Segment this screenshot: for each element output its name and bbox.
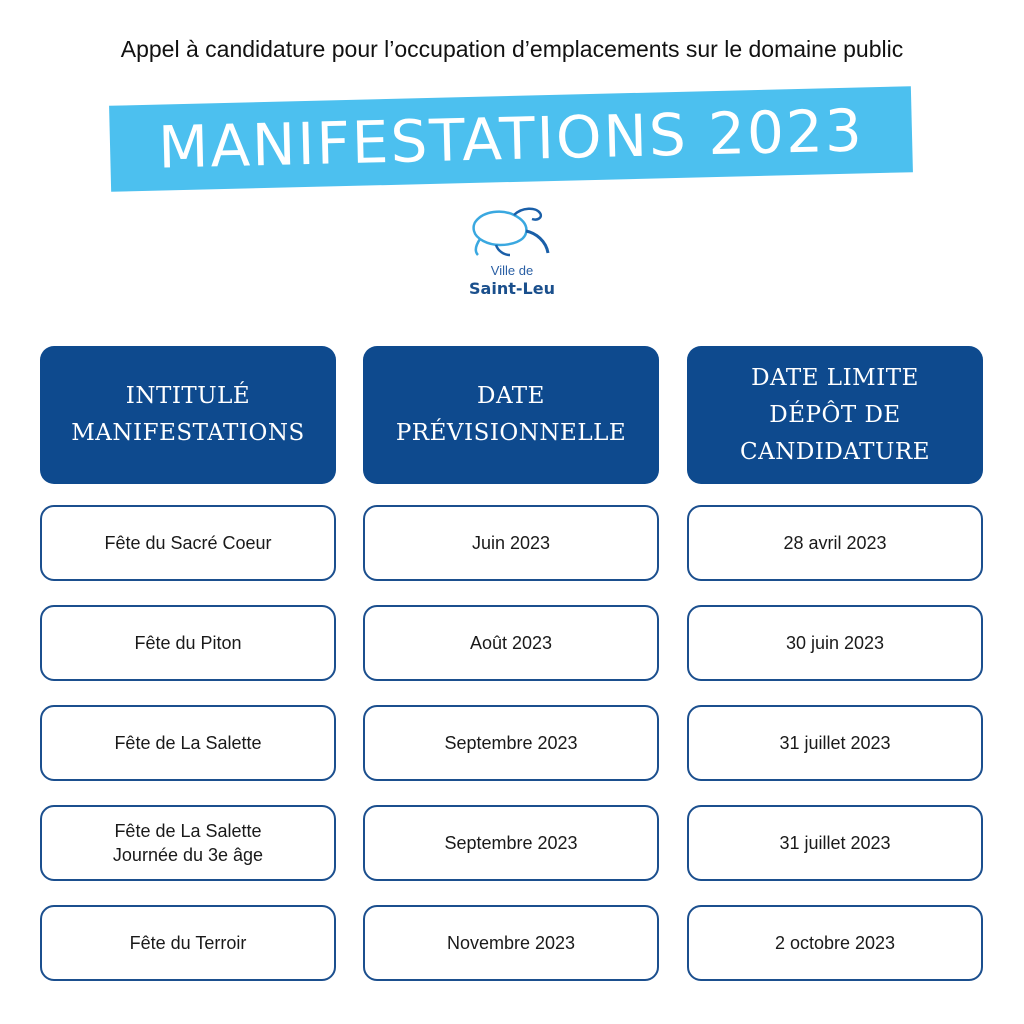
event-date-cell: Novembre 2023 [363, 905, 659, 981]
turtle-icon [466, 205, 558, 261]
event-date-cell: Juin 2023 [363, 505, 659, 581]
event-date-cell: Août 2023 [363, 605, 659, 681]
logo-caption-city: Saint-Leu [469, 279, 555, 298]
page-subtitle: Appel à candidature pour l’occupation d’emplacements sur le domaine public [120, 36, 904, 62]
event-date-cell: Septembre 2023 [363, 805, 659, 881]
event-deadline-cell: 31 juillet 2023 [687, 705, 983, 781]
event-deadline-cell: 31 juillet 2023 [687, 805, 983, 881]
city-logo [462, 205, 562, 300]
column-header-deadline: DATE LIMITE DÉPÔT DE CANDIDATURE [687, 346, 983, 484]
event-name-cell: Fête du Piton [40, 605, 336, 681]
event-name-cell: Fête du Terroir [40, 905, 336, 981]
event-deadline-cell: 28 avril 2023 [687, 505, 983, 581]
column-header-date: DATE PRÉVISIONNELLE [363, 346, 659, 484]
column-header-name: INTITULÉ MANIFESTATIONS [40, 346, 336, 484]
event-deadline-cell: 30 juin 2023 [687, 605, 983, 681]
event-deadline-cell: 2 octobre 2023 [687, 905, 983, 981]
event-name-cell: Fête du Sacré Coeur [40, 505, 336, 581]
page-title: MANIFESTATIONS 2023 [157, 96, 865, 182]
logo-caption-small: Ville de [490, 263, 534, 278]
event-name-cell: Fête de La Salette Journée du 3e âge [40, 805, 336, 881]
event-name-cell: Fête de La Salette [40, 705, 336, 781]
event-date-cell: Septembre 2023 [363, 705, 659, 781]
